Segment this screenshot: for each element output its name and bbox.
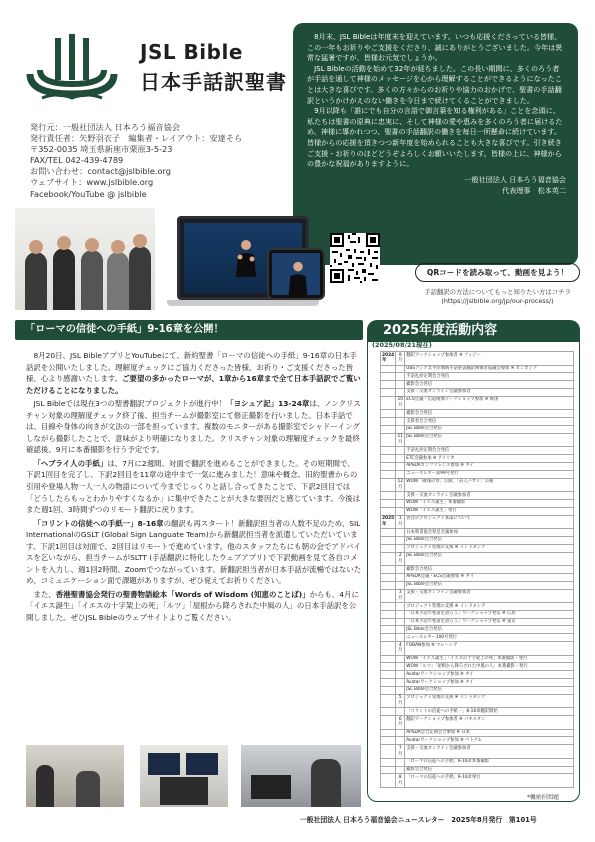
schedule-row [381,529,574,537]
schedule-row [381,618,574,626]
schedule-note: *機密但問題 [527,795,559,801]
schedule-event: 翻訳ワークショップ参加者 ※ パキスタン [405,716,574,730]
schedule-month [396,708,405,716]
schedule-event: JSL Bible会合発信 [405,552,574,566]
schedule-row [381,388,574,396]
schedule-row [381,552,574,566]
schedule-year [381,552,396,566]
schedule-month [396,663,405,671]
schedule-row [381,507,574,515]
schedule-year [381,581,396,589]
schedule-month: 5月 [396,694,405,708]
person-head [57,236,71,250]
schedule-month [396,373,405,381]
schedule-year [381,529,396,537]
publisher-line: FAX/TEL 042-439-4789 [30,155,124,166]
schedule-month [396,610,405,618]
article-body [26,350,362,626]
jsl-bible-logo-icon [22,30,122,102]
article-text: からも、4月に「イエス誕生」「イエスの十字架上の死」「ルツ」「屋根から降ろされた中風の人」の日本手話訳を公開しました。ぜひJSL Bibleのウェブサイトよりご覧ください。 [26,589,359,623]
schedule-month: 10月 [397,397,404,409]
schedule-month [396,766,405,774]
schedule-row [381,634,574,642]
schedule-year [381,610,396,618]
schedule-row [381,373,574,381]
schedule-subtitle: (2025/08/21現在) [372,341,432,349]
schedule-event: UBSアジア太平洋地域手話聖書翻訳関係者協議会参加 ※ カンボジア [405,365,574,373]
title-english: JSL Bible [140,40,243,64]
schedule-year [381,745,396,759]
schedule-month [396,671,405,679]
schedule-month [396,492,405,500]
schedule-event: ニュースレター第99号発行 [405,470,574,478]
schedule-year [381,655,396,663]
schedule-year [381,544,396,552]
article-emphasis: 「ヨシュア記」13-24章 [226,399,310,409]
qr-note-text: 手話翻訳の方法についてもっと知りたい方はコチラ [424,288,571,296]
schedule-year [381,618,396,626]
publisher-line: 発行責任者：矢野羽衣子 編集者・レイアウト：安達そら [30,133,243,144]
schedule-year [381,774,396,788]
schedule-row [381,536,574,544]
schedule-year [381,663,396,671]
publisher-social[interactable]: Facebook/YouTube @ jslbible [30,188,147,199]
schedule-month [396,758,405,766]
schedule-row [381,686,574,694]
schedule-month [396,455,405,463]
schedule-year [381,507,396,515]
greeting-org: 一般社団法人 日本ろう福音協会 [464,174,566,184]
schedule-year [381,492,396,500]
schedule-row [381,655,574,663]
schedule-month [396,603,405,611]
schedule-year [381,499,396,507]
schedule-event: JSL Bible会合発信 [405,581,574,589]
laptop-base [167,300,319,306]
schedule-event: 支援者会合発信 [405,418,574,426]
schedule-row [381,470,574,478]
team-photo [15,208,155,310]
schedule-row [381,610,574,618]
schedule-event: 支援・交流オンライン会議参加者 [405,589,574,603]
schedule-year [381,478,396,492]
schedule-year [381,729,396,737]
schedule-title: 2025年度活動内容 [367,320,580,342]
schedule-event: 撮影会合発信 [405,381,574,389]
schedule-row [381,352,574,366]
schedule-event: 「日本手話で聖書を語ろう」ワークショップ発信 ※ 広島 [405,610,574,618]
schedule-year [381,634,396,642]
person-figure [36,765,54,807]
monitor-screen [186,753,218,775]
article-text: JSL Bibleでは現在3つの聖書翻訳プロジェクトが進行中！ [33,399,227,409]
schedule-row [381,663,574,671]
schedule-month: 2月 [396,552,405,566]
schedule-row [381,478,574,492]
schedule-event: WOW「敬虔の母」公開、「詩人ハガイ」公開 [405,478,574,492]
schedule-row [381,581,574,589]
schedule-event: 支援・交流オンライン会議参加者 [405,388,574,396]
schedule-row [381,455,574,463]
translators-photo [241,745,361,807]
schedule-month: 7月 [396,745,405,759]
schedule-row [381,603,574,611]
schedule-row [381,396,574,410]
greeting-rep: 代表理事 松本英二 [502,185,566,195]
publisher-email[interactable]: お問い合わせ：contact@jslbible.org [30,166,171,177]
schedule-event: 「ローマの信徒への手紙」9-16章本番撮影 [405,758,574,766]
schedule-event: WOW「イエス誕生」本番撮影 [405,499,574,507]
schedule-month: 11月 [397,434,404,446]
article-text: また、 [33,589,56,599]
article-emphasis: 「ヘブライ人の手紙」 [33,458,108,468]
schedule-year [381,686,396,694]
schedule-year [381,758,396,766]
schedule-month [396,566,405,574]
phone-video-screen [267,248,325,300]
article-paragraph [26,350,362,396]
schedule-event: 支援・交流オンライン会議参加者 [405,745,574,759]
schedule-row [381,566,574,574]
schedule-row [381,462,574,470]
schedule-year [381,433,396,447]
schedule-event: WOW「ルツ」「屋根から降ろされた中風の人」本番撮影・発行 [405,663,574,671]
schedule-event: 翻訳ワークショップ参加者 ※ フィジー [405,352,574,366]
schedule-event: プロジェクト管理の支援 ※ インドネシア [405,603,574,611]
schedule-year [381,455,396,463]
schedule-event: JSL Bible会合発信 [405,626,574,634]
schedule-month [396,365,405,373]
schedule-row [381,492,574,500]
schedule-year [381,536,396,544]
schedule-year [381,671,396,679]
schedule-year [381,679,396,687]
schedule-year [381,766,396,774]
schedule-month [396,573,405,581]
article-text: は、7月に2週間、対面で翻訳を進めることができました。その短期間で、下訳1回目を完了し、下訳2回目を11章の途中まで一気に進みました！意味や概念、旧約聖書からの引用や登場人物一人一人の物語について今までじっくりと話し合ってきたことで、下訳2回目では「どうしたらもっとわかりやすくなるか」に集中できたことが大きな要因だと感じています。今後はまた週1回、3時間ずつのリモート翻訳に戻ります。 [26,458,361,515]
schedule-row [381,737,574,745]
schedule-year [381,447,396,455]
schedule-year [381,573,396,581]
schedule-month [396,381,405,389]
qr-code-icon[interactable] [330,233,380,283]
schedule-month [396,729,405,737]
schedule-event: FOBAN参加 ※ マレーシア [405,642,574,656]
schedule-year [381,708,396,716]
article-paragraph [26,458,362,516]
article-emphasis: 香港聖書協会発行の聖書物語絵本「Words of Wisdom (知恵のことば)」 [55,589,310,599]
greeting-paragraph: JSL Bibleの活動を始めて32年が経ちました。この長い期間に、多くのろう者が手話を通して神様のメッセージを心から理解することができるようになったことは大きな喜びです。多くの方々からのお祈りや協力のおかげで、聖書の手話翻訳というかけがえのない働きを今日まで続けてくることができました。 [307,63,562,105]
schedule-year [381,626,396,634]
schedule-month [396,470,405,478]
signer-figure-icon [234,237,258,277]
schedule-row [381,418,574,426]
schedule-row [381,729,574,737]
person-head [29,240,43,254]
schedule-event: 手話礼拝定期会合発信 [405,447,574,455]
schedule-row [381,642,574,656]
qr-caption: QRコードを読み取って、動画を見よう！ [415,263,580,282]
schedule-row [381,626,574,634]
schedule-event: プロジェクト管理の支援 ※ インドネシア [405,544,574,552]
schedule-event: 日本聖書協会発足会議参加 [405,529,574,537]
schedule-month: 12月 [397,479,404,490]
schedule-month [396,634,405,642]
schedule-row [381,447,574,455]
person-figure [53,248,75,310]
schedule-row [381,365,574,373]
schedule-row [381,410,574,418]
schedule-row [381,679,574,687]
schedule-month [396,529,405,537]
schedule-row [381,381,574,389]
schedule-year [381,737,396,745]
schedule-month: 1月 [396,515,405,529]
schedule-row [381,433,574,447]
monitor-screen [251,775,291,799]
schedule-row [381,745,574,759]
schedule-event: APSDA会議・ECS会議参加 ※ タイ [405,573,574,581]
schedule-event: 「ローマの信徒への手紙」9-16章発行 [405,774,574,788]
person-figure [76,771,100,807]
filming-photo [26,745,124,807]
schedule-event: JSL Bible会合発信 [405,536,574,544]
article-emphasis: 「コリントの信徒への手紙一」8-16章 [33,518,164,528]
greeting-paragraph: 8月末、JSL Bibleは年度末を迎えています。いつも応援くださっている皆様、この一年もお祈りやご支援をくださり、誠にありがとうございました。今年は異常な猛暑ですが、皆様お元気でしょうか。 [307,32,563,63]
schedule-event: APSDA会合定期会合参加 ※ 日本 [405,729,574,737]
schedule-year [381,396,396,410]
schedule-event: 支援・交流オンライン会議参加者 [405,492,574,500]
schedule-month [396,410,405,418]
schedule-month [396,679,405,687]
schedule-month: 8月 [396,774,405,788]
schedule-month [396,499,405,507]
publisher-line: 〒352-0035 埼玉県新座市栗原3-5-23 [30,144,173,155]
schedule-year: 2025年 [382,516,395,527]
schedule-table [380,351,574,788]
schedule-month [396,686,405,694]
schedule-month [396,618,405,626]
schedule-row [381,694,574,708]
schedule-month [396,507,405,515]
article-text: は、ノンクリスチャン対象の理解度チェック終了後、担当チームが撮影室にて修正撮影を行いました。日本手話では、目線や身体の向きが文法の一部を担っています。複数のモニターがある撮影室でシャドーイングしながら撮影したことで、意味がより明確になりました。クリスチャン対象の理解度チェックを最終確認後、9月に本番撮影を行う予定です。 [26,399,361,455]
schedule-year [381,365,396,373]
schedule-row [381,716,574,730]
schedule-event: 「コリントの信徒への手紙一」8-16章翻訳開始 [405,708,574,716]
schedule-month [396,388,405,396]
schedule-year: 2024年 [382,352,395,364]
schedule-month [396,544,405,552]
schedule-row [381,774,574,788]
schedule-event: Avatarワークショップ参加 ※ ベトナム [405,737,574,745]
schedule-month [396,418,405,426]
schedule-event: 「日本手話で聖書を語ろう」ワークショップ発信 ※ 東京 [405,618,574,626]
schedule-event: JSL Bible会合発信 [405,433,574,447]
greeting-signature [307,174,566,196]
schedule-year [381,418,396,426]
schedule-year [381,388,396,396]
schedule-event: JSL Bible会合発信 [405,686,574,694]
person-figure [25,252,47,310]
schedule-row [381,544,574,552]
schedule-row [381,499,574,507]
phone-screen [272,253,320,295]
schedule-month: 9月 [396,352,405,366]
schedule-year [381,716,396,730]
person-figure [129,246,151,310]
schedule-year [381,470,396,478]
monitor-screen [160,777,208,805]
schedule-month: 3月 [396,589,405,603]
schedule-year [381,373,396,381]
schedule-event: ニュースレター100号発行 [405,634,574,642]
schedule-event: Avatarワークショップ参加 ※ タイ [405,679,574,687]
schedule-row [381,758,574,766]
monitors-photo [140,745,228,807]
article-text: 8月20日、JSL BibleアプリとYouTubeにて、新約聖書「ローマの信徒への手紙」9-16章の日本手話訳を公開いたしました。理解度チェックにご協力くださった皆様、お祈り・ご支援くださった皆様、心より感謝いたします。 [26,351,357,384]
schedule-event: 各会のプロジェクト本部について [405,515,574,529]
person-head [133,234,147,248]
schedule-event: Avatarワークショップ参加 ※ タイ [405,671,574,679]
signer-figure-icon [286,259,310,297]
schedule-year [381,694,396,708]
schedule-event: APSDAカンファレンス参加 ※ タイ [405,462,574,470]
qr-note [410,288,585,306]
schedule-body [381,352,574,788]
schedule-row [381,671,574,679]
schedule-year [381,642,396,656]
schedule-event: WOW「イエス誕生」「イエスの十字架上の死」本番撮影・発行 [405,655,574,663]
schedule-year [381,589,396,603]
schedule-event: 撮影会合発信 [405,766,574,774]
schedule-event: JSL Bible会合発信 [405,425,574,433]
article-paragraph [26,398,362,456]
schedule-year [381,462,396,470]
qr-note-url[interactable]: (https://jslbible.org/jp/our-process/) [441,297,554,305]
schedule-event: ECS会議・伝道関係ワークショップ参加 ※ 韓国 [405,396,574,410]
schedule-year [381,425,396,433]
person-figure [311,759,341,807]
schedule-year [381,603,396,611]
person-figure [107,252,129,310]
schedule-row [381,589,574,603]
article-paragraph [26,589,362,624]
schedule-month [396,536,405,544]
schedule-month [396,655,405,663]
publisher-line: 発行元：一般社団法人 日本ろう福音協会 [30,122,180,132]
schedule-month [396,626,405,634]
bottom-photos [26,745,361,807]
schedule-month [396,737,405,745]
schedule-row [381,515,574,529]
schedule-month [396,425,405,433]
schedule-event: 撮影会合発信 [405,566,574,574]
schedule-year [381,381,396,389]
schedule-event: 撮影会合発信 [405,410,574,418]
schedule-row [381,766,574,774]
schedule-row [381,573,574,581]
publisher-website[interactable]: ウェブサイト：www.jslbible.org [30,177,154,188]
person-head [85,238,99,252]
footer: 一般社団法人 日本ろう福音協会ニュースレター 2025年8月発行 第101号 [300,816,537,824]
schedule-month [396,581,405,589]
schedule-month: 6月 [396,716,405,730]
person-head [111,240,125,254]
schedule-month: 4月 [396,642,405,656]
publisher-info [30,122,242,200]
article-heading: 「ローマの信徒への手紙」9-16章を公開！ [15,320,363,340]
article-emphasis: ご要望の多かったローマが、1章から16章まで全て日本手話訳でご覧いただけることになりました。 [26,374,361,395]
article-paragraph [26,518,362,587]
person-figure [81,250,103,310]
greeting-paragraph: 9月以降も「誰にでも自分の言語で御言葉を知る権利がある」ことを念頭に、私たちは聖書の原典に忠実に、そして神様の愛や恵みを多くのろう者に届けるため、神様に導かれつつ、聖書の手話翻訳の働きを毎日一所懸命に続けています。皆様からの応援を頂きつつ新年度を始められることも大きな喜びです。引き続きご支援・お祈りのほどどうぞよろしくお願いいたします。皆様の上に、神様からの豊かな祝福がありますように。 [307,106,563,169]
schedule-event: WOW「イエス誕生」発行 [405,507,574,515]
schedule-row [381,425,574,433]
schedule-month [396,447,405,455]
schedule-event: 手話礼拝定期会合発信 [405,373,574,381]
schedule-month [396,462,405,470]
schedule-event: プロジェクト管理の支援 ※ インドネシア [405,694,574,708]
schedule-row [381,708,574,716]
monitor-screen [148,753,180,775]
schedule-year [381,410,396,418]
schedule-year [381,566,396,574]
title-japanese: 日本手話訳聖書 [140,70,287,94]
schedule-event: ETC会議参加 ※ アメリカ [405,455,574,463]
article-text: の翻訳も再スタート！新翻訳担当者の人数不足のため、SIL InternationalのGSLT (Global Sign Languate Team)から新翻訳担当者を派遣していただいています。下訳1回目は対面で、2回目はリモートで進めています。他のスタッフたちにも朝の会でアドバイスを乞いながら、担当チームがSLTT (手話翻訳に特化したウェブアプリ) で下訳動画を見て各自コメントを入力し、週1回2時間、Zoomでつながっています。新翻訳担当者が日本手話が流暢ではないため、コミュニケーション面で課題がありますが、ぜひ覚えてお祈りください。 [26,518,362,586]
